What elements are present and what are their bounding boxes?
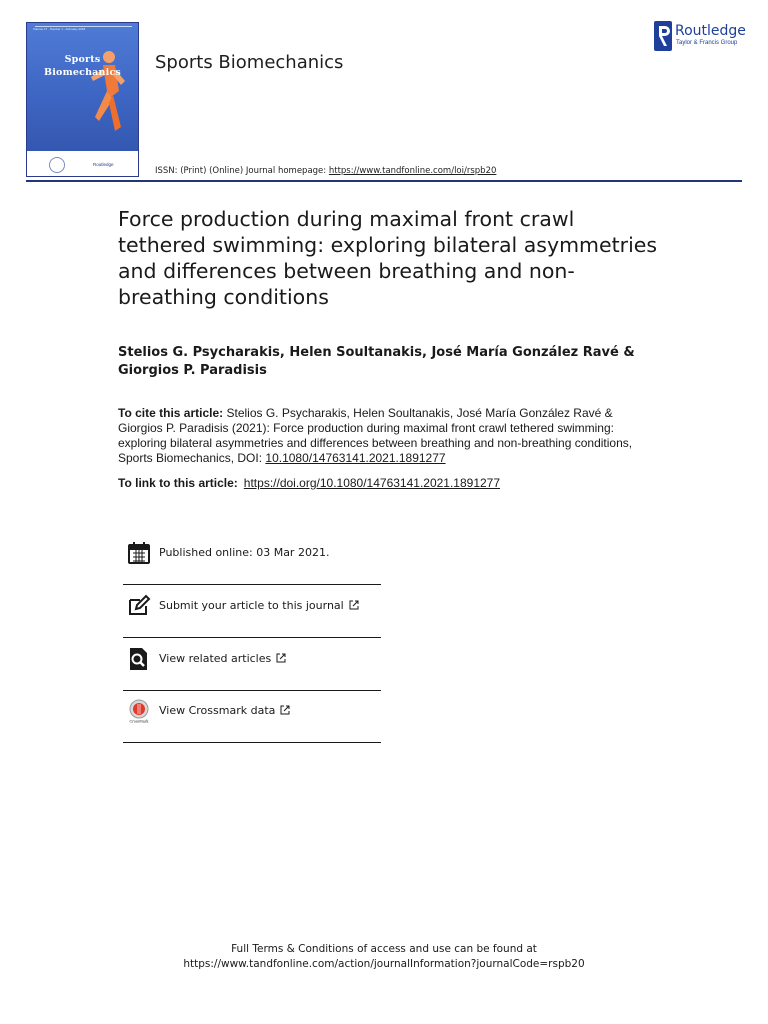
article-link-line <box>118 476 658 491</box>
divider <box>123 742 381 743</box>
journal-information-link[interactable]: https://www.tandfonline.com/action/journalInformation?journalCode=rspb20 <box>183 958 585 970</box>
article-doi-link[interactable]: https://doi.org/10.1080/14763141.2021.1891277 <box>243 476 501 490</box>
external-link-icon <box>349 600 359 610</box>
journal-homepage-link[interactable]: https://www.tandfonline.com/loi/rspb20 <box>328 166 497 176</box>
crossmark-link[interactable] <box>159 704 290 717</box>
crossmark-item[interactable] <box>123 690 381 743</box>
journal-cover <box>26 22 139 177</box>
cover-title-line2: Biomechanics <box>44 67 121 78</box>
issn-text: ISSN: (Print) (Online) Journal homepage: <box>155 166 329 176</box>
related-articles-link[interactable] <box>159 652 286 665</box>
authors-line-2: Giorgios P. Paradisis <box>118 363 267 378</box>
article-authors <box>118 344 638 380</box>
related-articles-item[interactable] <box>123 638 381 691</box>
cover-title-line1: Sports <box>64 54 101 65</box>
cover-meta: Volume 17 · Number 1 · February 2018 <box>33 27 86 31</box>
published-online-item <box>123 532 381 585</box>
cite-text: Stelios G. Psycharakis, Helen Soultanakis, José María González Ravé & Giorgios P. Paradisis (2021): Force production during maximal front crawl tethered swimming: exploring bilateral asymmetries and differences between breathing and non-breathing conditions, Sports Biomechanics, DOI: <box>118 406 633 465</box>
search-document-icon <box>127 647 151 671</box>
header-divider <box>26 180 742 182</box>
related-articles-text: View related articles <box>159 652 272 665</box>
crossmark-icon <box>127 699 151 723</box>
cite-doi-link[interactable]: 10.1080/14763141.2021.1891277 <box>265 451 446 465</box>
citation-block <box>118 406 648 466</box>
edit-icon <box>127 594 151 618</box>
terms-footer <box>0 942 768 972</box>
routledge-logo[interactable] <box>654 21 746 51</box>
cover-publisher-mark: Routledge <box>93 162 114 167</box>
footer-line-1: Full Terms & Conditions of access and use can be found at <box>231 943 537 955</box>
calendar-icon <box>127 541 151 565</box>
cover-seal-icon <box>49 157 65 173</box>
article-title: Force production during maximal front crawl tethered swimming: exploring bilateral asymmetries and differences between breathing and non-breathing conditions <box>118 207 658 309</box>
journal-name: Sports Biomechanics <box>155 52 344 73</box>
routledge-wordmark: Routledge <box>675 23 746 39</box>
cover-title <box>27 53 138 79</box>
crossmark-text: View Crossmark data <box>159 704 276 717</box>
authors-line-1: Stelios G. Psycharakis, Helen Soultanakis, José María González Ravé & <box>118 345 635 360</box>
external-link-icon <box>280 705 290 715</box>
submit-article-link[interactable] <box>159 599 359 612</box>
cover-footer <box>27 151 138 177</box>
published-online-text: Published online: 03 Mar 2021. <box>159 546 330 559</box>
link-label: To link to this article: <box>118 476 238 490</box>
routledge-subtitle: Taylor & Francis Group <box>676 40 738 46</box>
submit-article-text: Submit your article to this journal <box>159 599 344 612</box>
cite-label: To cite this article: <box>118 406 224 420</box>
crossmark-logo-text: CrossMark <box>129 719 149 723</box>
routledge-r-icon <box>654 21 672 51</box>
external-link-icon <box>276 653 286 663</box>
issn-line <box>155 166 496 176</box>
submit-article-item[interactable] <box>123 585 381 638</box>
